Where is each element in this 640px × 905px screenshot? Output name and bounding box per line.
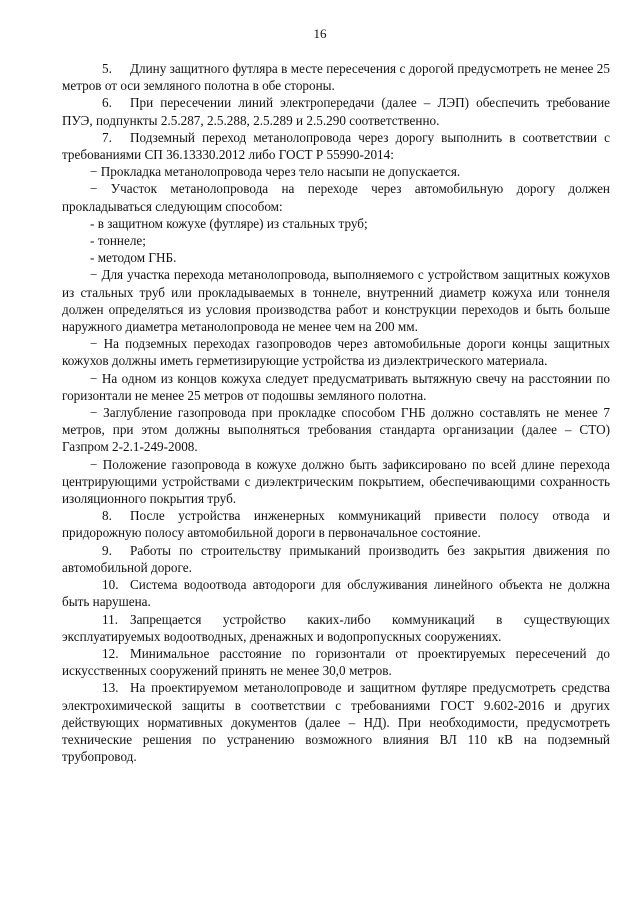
paragraph-6 (62, 94, 610, 128)
list-item: - методом ГНБ. (90, 250, 177, 266)
item-number: 8. (102, 508, 112, 524)
paragraph-text: При пересечении линий электропередачи (далее – ЛЭП) обеспечить требование ПУЭ, подпункты 2.5.287, 2.5.288, 2.5.289 и 2.5.290 соответственно. (62, 95, 610, 128)
paragraph-12 (62, 645, 610, 679)
item-number: 9. (102, 542, 112, 558)
paragraph-text: Подземный переход метанолопровода через дорогу выполнить в соответствии с требованиями СП 36.13330.2012 либо ГОСТ Р 55990-2014: (62, 129, 610, 163)
item-number: 7. (102, 129, 112, 145)
paragraph-9 (62, 542, 610, 576)
paragraph-text: Минимальное расстояние по горизонтали от проектируемых пересечений до искусственных сооружений принять не менее 30,0 метров. (62, 645, 610, 679)
dash-paragraph: − Заглубление газопровода при прокладке способом ГНБ должно составлять не менее 7 метров, при этом должны выполняться требования стандарта организации (далее – СТО) Газпром 2-2.1-249-2008. (62, 405, 610, 455)
paragraph-text: Работы по строительству примыканий производить без закрытия движения по автомобильной дороге. (62, 542, 610, 575)
paragraph-13 (62, 679, 610, 765)
dash-paragraph: − Положение газопровода в кожухе должно быть зафиксировано по всей длине перехода центрирующими устройствами с диэлектрическим покрытием, обеспечивающими сохранность изоляционного покрытия труб. (62, 456, 610, 507)
paragraph-10 (62, 576, 610, 610)
paragraph-text: Запрещается устройство каких-либо коммуникаций в существующих эксплуатируемых водоотводных, дренажных и водопропускных сооружениях. (62, 611, 610, 644)
item-number: 11. (102, 611, 118, 627)
dash-paragraph: − Участок метанолопровода на переходе через автомобильную дорогу должен прокладываться следующим способом: (62, 181, 610, 214)
paragraph-text: На проектируемом метанолопроводе и защитном футляре предусмотреть средства электрохимической защиты в соответствии с требованиями ГОСТ 9.602-2016 и других действующих нормативных документов (далее – НД). При необходимости, предусмотреть технические решения по устранению возможного влияния ВЛ 110 кВ на подземный трубопровод. (62, 680, 610, 765)
list-item: - в защитном кожухе (футляре) из стальных труб; (90, 215, 368, 231)
paragraph-11 (62, 611, 610, 645)
item-number: 6. (102, 95, 112, 111)
dash-paragraph: − Прокладка метанолопровода через тело насыпи не допускается. (90, 164, 461, 180)
item-number: 10. (102, 577, 119, 593)
item-number: 13. (102, 680, 119, 696)
paragraph-text: Длину защитного футляра в месте пересечения с дорогой предусмотреть не менее 25 метров от оси земляного полотна в обе стороны. (62, 61, 610, 94)
paragraph-text: После устройства инженерных коммуникаций привести полосу отвода и придорожную полосу автомобильной дороги в первоначальное состояние. (62, 508, 610, 541)
page-number: 16 (313, 26, 327, 41)
item-number: 12. (102, 645, 119, 661)
dash-paragraph: − На одном из концов кожуха следует предусматривать вытяжную свечу на расстоянии по горизонтали не менее 25 метров от подошвы земляного полотна. (62, 370, 610, 403)
item-number: 5. (102, 61, 112, 76)
paragraph-5 (62, 60, 610, 94)
paragraph-text: Система водоотвода автодороги для обслуживания линейного объекта не должна быть нарушена. (62, 577, 610, 610)
list-item: - тоннеле; (90, 233, 146, 249)
dash-paragraph: − Для участка перехода метанолопровода, выполняемого с устройством защитных кожухов из стальных труб или прокладываемых в тоннеле, внутренний диаметр кожуха или тоннеля должен определяться из условия производства работ и конструкции переходов и быть больше наружного диаметра метанолопровода не менее чем на 200 мм. (62, 267, 610, 335)
dash-paragraph: − На подземных переходах газопроводов через автомобильные дороги концы защитных кожухов должны иметь герметизирующие устройства из диэлектрического материала. (62, 336, 610, 369)
document-body (62, 60, 610, 765)
paragraph-7 (62, 129, 610, 163)
paragraph-8 (62, 507, 610, 541)
